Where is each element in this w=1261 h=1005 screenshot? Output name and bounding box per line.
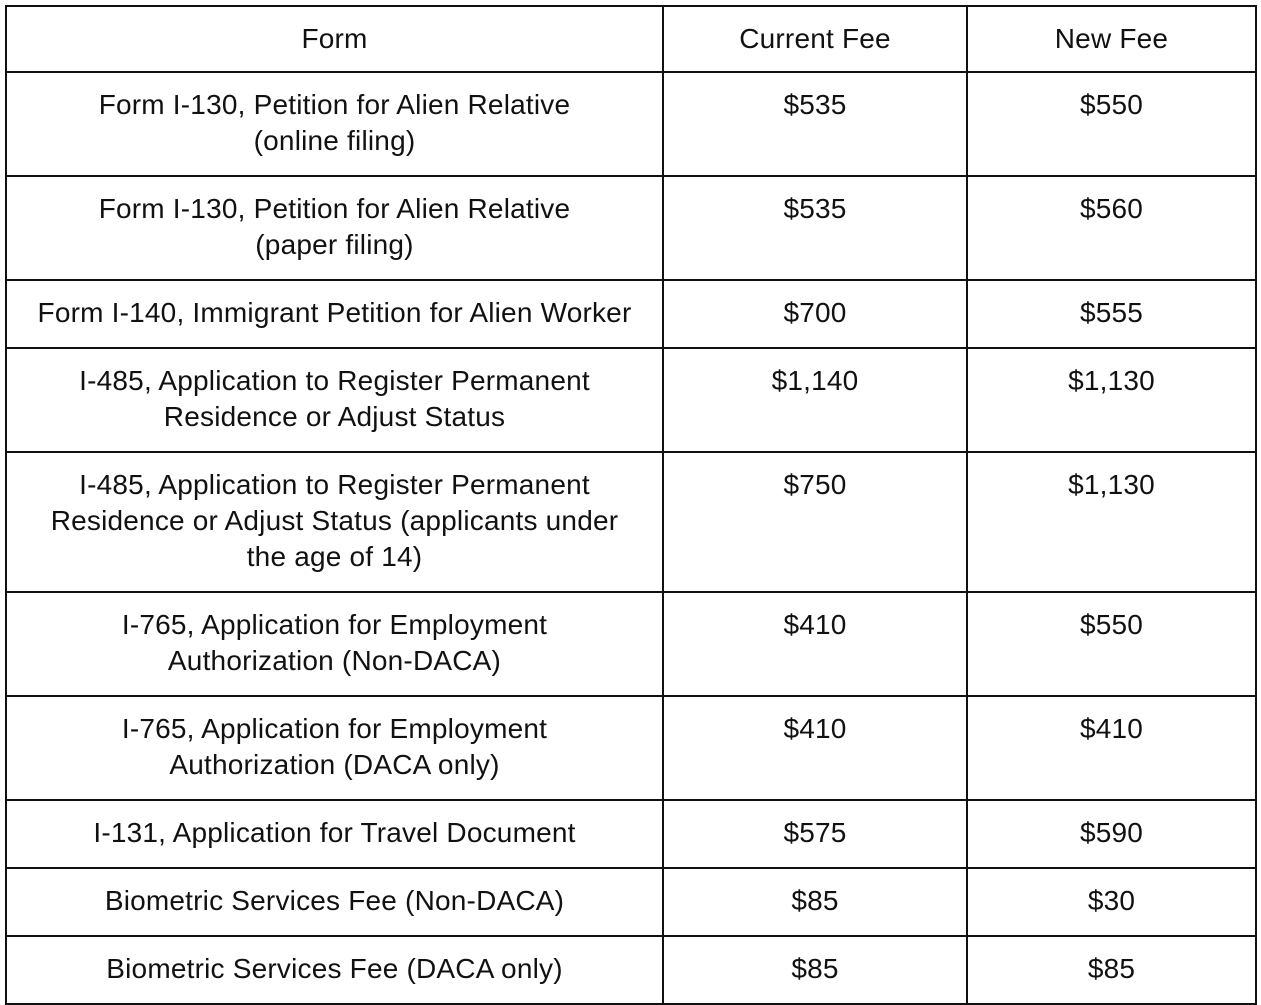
cell-new-fee: $560 — [967, 176, 1256, 280]
form-name-line: (online filing) — [253, 125, 416, 156]
table-header-row — [6, 6, 1256, 72]
header-current-fee: Current Fee — [663, 6, 967, 72]
cell-form — [6, 452, 663, 592]
cell-new-fee: $85 — [967, 936, 1256, 1004]
form-name-line: Authorization (DACA only) — [169, 749, 500, 780]
form-name-line: I-765, Application for Employment — [121, 713, 548, 744]
cell-form — [6, 696, 663, 800]
table-row — [6, 72, 1256, 176]
cell-current-fee: $85 — [663, 868, 967, 936]
table-row — [6, 280, 1256, 348]
table-row — [6, 452, 1256, 592]
form-name-line: (paper filing) — [255, 229, 414, 260]
table-row — [6, 592, 1256, 696]
cell-form — [6, 592, 663, 696]
form-name-line: Biometric Services Fee (DACA only) — [106, 953, 563, 984]
table-row — [6, 800, 1256, 868]
form-name-line: Residence or Adjust Status (applicants under — [50, 505, 619, 536]
cell-new-fee: $590 — [967, 800, 1256, 868]
cell-current-fee: $535 — [663, 176, 967, 280]
table-row — [6, 176, 1256, 280]
cell-new-fee: $550 — [967, 72, 1256, 176]
cell-current-fee: $410 — [663, 592, 967, 696]
cell-new-fee: $550 — [967, 592, 1256, 696]
table-row — [6, 936, 1256, 1004]
cell-new-fee: $1,130 — [967, 348, 1256, 452]
form-name-line: I-131, Application for Travel Document — [93, 817, 576, 848]
cell-current-fee: $700 — [663, 280, 967, 348]
header-new-fee: New Fee — [967, 6, 1256, 72]
form-name-line: the age of 14) — [246, 541, 423, 572]
cell-form — [6, 936, 663, 1004]
cell-current-fee: $575 — [663, 800, 967, 868]
cell-form — [6, 800, 663, 868]
cell-form — [6, 72, 663, 176]
form-name-line: I-765, Application for Employment — [121, 609, 548, 640]
form-name-line: Biometric Services Fee (Non-DACA) — [104, 885, 565, 916]
cell-form — [6, 280, 663, 348]
form-name-line: Residence or Adjust Status — [163, 401, 506, 432]
form-name-line: Form I-140, Immigrant Petition for Alien Worker — [37, 297, 632, 328]
cell-current-fee: $535 — [663, 72, 967, 176]
form-name-line: Form I-130, Petition for Alien Relative — [98, 193, 571, 224]
cell-form — [6, 348, 663, 452]
form-name-line: I-485, Application to Register Permanent — [79, 469, 590, 500]
cell-new-fee: $30 — [967, 868, 1256, 936]
cell-form — [6, 176, 663, 280]
table-row — [6, 348, 1256, 452]
cell-new-fee: $410 — [967, 696, 1256, 800]
cell-current-fee: $750 — [663, 452, 967, 592]
cell-new-fee: $1,130 — [967, 452, 1256, 592]
cell-current-fee: $85 — [663, 936, 967, 1004]
table-row — [6, 696, 1256, 800]
table-row — [6, 868, 1256, 936]
form-name-line: Authorization (Non-DACA) — [167, 645, 502, 676]
cell-form — [6, 868, 663, 936]
header-form: Form — [6, 6, 663, 72]
cell-current-fee: $410 — [663, 696, 967, 800]
form-name-line: I-485, Application to Register Permanent — [79, 365, 590, 396]
form-name-line: Form I-130, Petition for Alien Relative — [98, 89, 571, 120]
table-body — [6, 72, 1256, 1004]
cell-new-fee: $555 — [967, 280, 1256, 348]
cell-current-fee: $1,140 — [663, 348, 967, 452]
fee-comparison-table — [5, 5, 1257, 1005]
